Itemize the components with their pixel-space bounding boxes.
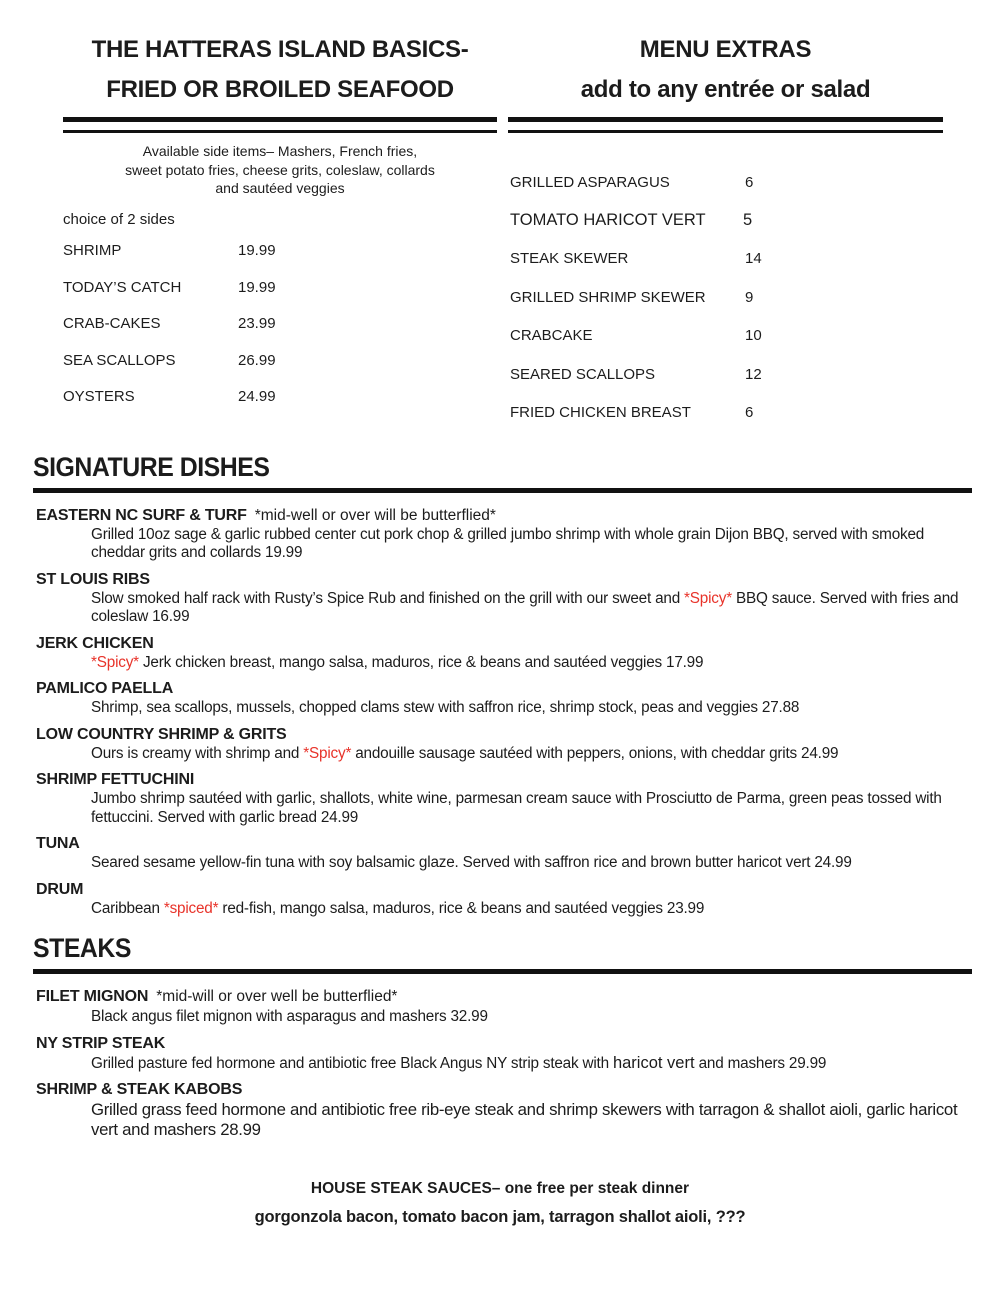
dish-item	[33, 506, 972, 563]
item-price: 5	[743, 211, 753, 230]
dish-item	[33, 834, 972, 873]
spicy-label: *Spicy*	[91, 653, 139, 671]
item-price: 23.99	[238, 315, 276, 333]
menu-extras-list	[508, 163, 943, 432]
dish-description: Caribbean *spiced* red-fish, mango salsa, maduros, rice & beans and sautéed veggies 23.99	[91, 899, 705, 917]
top-columns	[0, 0, 1000, 432]
menu-extra-row	[508, 163, 943, 201]
dish-name: DRUM	[36, 880, 84, 898]
dish-description: Black angus filet mignon with asparagus and mashers 32.99	[91, 1008, 488, 1026]
steak-item	[33, 1034, 972, 1074]
seafood-item-row	[63, 233, 497, 270]
item-name: OYSTERS	[63, 388, 135, 406]
seafood-basics-title-line2: FRIED OR BROILED SEAFOOD	[106, 76, 454, 103]
item-name: SHRIMP	[63, 242, 122, 260]
steak-sauces-list: gorgonzola bacon, tomato bacon jam, tarragon shallot aioli, ???	[254, 1208, 746, 1227]
item-price: 26.99	[238, 351, 276, 369]
seafood-basics-column	[63, 30, 497, 432]
dish-item	[33, 679, 972, 718]
seafood-basics-title	[63, 30, 497, 110]
item-price: 6	[745, 404, 754, 422]
dish-description: *Spicy* Jerk chicken breast, mango salsa, maduros, rice & beans and sautéed veggies 17.99	[91, 653, 704, 671]
steaks-rule	[33, 969, 972, 974]
steak-item	[33, 987, 972, 1027]
menu-extras-title	[508, 30, 943, 110]
dish-name: ST LOUIS RIBS	[36, 570, 150, 588]
dish-description: Grilled 10oz sage & garlic rubbed center cut pork chop & grilled jumbo shrimp with whole grain Dijon BBQ, served with smoked cheddar grits and collards 19.99	[91, 525, 925, 562]
dish-name: NY STRIP STEAK	[36, 1034, 166, 1052]
dish-description: Shrimp, sea scallops, mussels, chopped clams stew with saffron rice, shrimp stock, peas and veggies 27.88	[91, 699, 800, 717]
menu-extra-row	[508, 278, 943, 316]
menu-extra-row	[508, 240, 943, 278]
dish-description: Grilled pasture fed hormone and antibiotic free Black Angus NY strip steak with haricot vert and mashers 29.99	[91, 1053, 827, 1072]
dish-name: PAMLICO PAELLA	[36, 680, 174, 698]
seafood-item-row	[63, 342, 497, 379]
dish-item	[33, 570, 972, 627]
seafood-item-row	[63, 306, 497, 343]
choice-of-sides-note: choice of 2 sides	[63, 210, 175, 228]
signature-dishes-section	[0, 452, 1000, 919]
dish-description: Slow smoked half rack with Rusty’s Spice Rub and finished on the grill with our sweet and *Spicy* BBQ sauce. Served with fries and coleslaw 16.99	[91, 589, 959, 626]
dish-description: Grilled grass feed hormone and antibiotic free rib-eye steak and shrimp skewers with tarragon & shallot aioli, garlic haricot vert and mashers 28.99	[91, 1100, 958, 1139]
alt-font-text: haricot vert	[612, 1053, 695, 1072]
dish-item	[33, 634, 972, 673]
dish-note: *mid-will or over well be butterflied*	[156, 988, 398, 1006]
dish-name: JERK CHICKEN	[36, 634, 154, 652]
dish-description: Jumbo shrimp sautéed with garlic, shallots, white wine, parmesan cream sauce with Prosciutto de Parma, green peas tossed with fettuccini. Served with garlic bread 24.99	[91, 790, 942, 826]
steak-item	[33, 1080, 972, 1140]
dish-item	[33, 880, 972, 919]
item-name: GRILLED SHRIMP SKEWER	[510, 288, 706, 306]
right-divider	[508, 117, 943, 133]
seafood-basics-title-line1: THE HATTERAS ISLAND BASICS-	[91, 36, 469, 63]
spicy-label: *Spicy*	[303, 744, 352, 762]
steaks-heading: STEAKS	[33, 933, 132, 964]
steaks-list	[33, 987, 972, 1140]
dish-item	[33, 770, 972, 827]
item-price: 12	[745, 365, 762, 383]
dish-description: Seared sesame yellow-fin tuna with soy balsamic glaze. Served with saffron rice and brown butter haricot vert 24.99	[91, 854, 852, 872]
steaks-section	[0, 933, 1000, 1140]
dish-item	[33, 725, 972, 764]
item-name: CRAB-CAKES	[63, 315, 161, 333]
item-price: 6	[745, 173, 754, 191]
item-price: 19.99	[238, 242, 276, 260]
item-name: SEARED SCALLOPS	[510, 365, 656, 383]
menu-extra-row	[508, 355, 943, 393]
dish-name: EASTERN NC SURF & TURF	[36, 506, 247, 524]
menu-extras-title-line2: add to any entrée or salad	[580, 76, 871, 103]
house-steak-sauces-footer	[0, 1180, 1000, 1227]
item-price: 10	[745, 327, 762, 345]
item-price: 9	[745, 288, 754, 306]
dish-name: TUNA	[36, 835, 80, 853]
item-price: 14	[745, 250, 762, 268]
signature-dishes-list	[33, 506, 972, 919]
item-name: SEA SCALLOPS	[63, 351, 176, 369]
signature-dishes-rule	[33, 488, 972, 493]
left-divider	[63, 117, 497, 133]
steak-sauces-title: HOUSE STEAK SAUCES– one free per steak dinner	[310, 1180, 690, 1198]
menu-extra-row	[508, 201, 943, 239]
menu-extras-column	[508, 30, 943, 432]
item-name: STEAK SKEWER	[510, 250, 629, 268]
item-price: 24.99	[238, 388, 276, 406]
spicy-label: *spiced*	[163, 899, 219, 917]
seafood-item-row	[63, 269, 497, 306]
menu-extra-row	[508, 317, 943, 355]
item-price: 19.99	[238, 278, 276, 296]
menu-extras-title-line1: MENU EXTRAS	[639, 36, 812, 63]
item-name: TODAY’S CATCH	[63, 278, 182, 296]
item-name: TOMATO HARICOT VERT	[510, 211, 706, 230]
seafood-basics-list	[63, 233, 497, 416]
item-name: GRILLED ASPARAGUS	[510, 173, 670, 191]
dish-name: SHRIMP FETTUCHINI	[36, 771, 195, 789]
dish-note: *mid-well or over will be butterflied*	[254, 506, 496, 524]
available-sides-note: Available side items– Mashers, French fries, sweet potato fries, cheese grits, coleslaw, collards and sautéed veggies	[125, 143, 435, 196]
dish-name: LOW COUNTRY SHRIMP & GRITS	[36, 725, 287, 743]
item-name: CRABCAKE	[510, 327, 593, 345]
dish-description: Ours is creamy with shrimp and *Spicy* andouille sausage sautéed with peppers, onions, with cheddar grits 24.99	[91, 744, 839, 762]
menu-extra-row	[508, 393, 943, 431]
signature-dishes-heading: SIGNATURE DISHES	[33, 451, 270, 482]
dish-name: FILET MIGNON	[36, 988, 149, 1006]
seafood-item-row	[63, 379, 497, 416]
dish-name: SHRIMP & STEAK KABOBS	[36, 1081, 243, 1099]
spicy-label: *Spicy*	[684, 589, 732, 607]
item-name: FRIED CHICKEN BREAST	[510, 404, 691, 422]
